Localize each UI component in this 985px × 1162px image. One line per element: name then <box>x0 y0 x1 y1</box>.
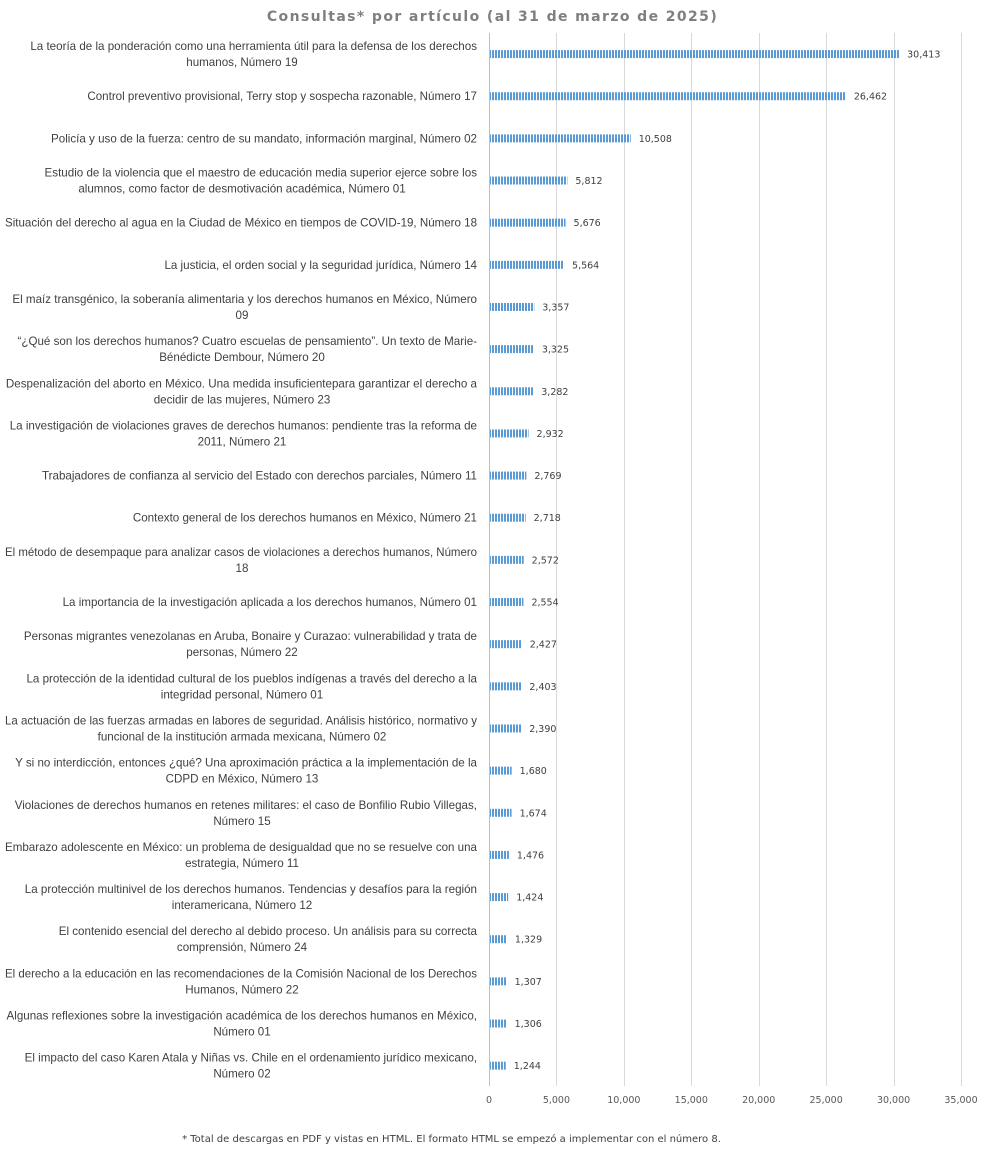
bar <box>490 682 521 690</box>
bar <box>490 345 534 353</box>
category-label: Y si no interdicción, entonces ¿qué? Una aproximación práctica a la implementación de la <box>15 756 477 770</box>
category-label: Personas migrantes venezolanas en Aruba, Bonaire y Curazao: vulnerabilidad y trata de <box>23 630 477 644</box>
data-label: 5,812 <box>575 176 603 188</box>
gridlines <box>557 33 962 1086</box>
category-label: 09 <box>235 308 249 322</box>
category-label: El maíz transgénico, la soberanía alimentaria y los derechos humanos en México, Número <box>12 292 477 306</box>
category-label: “¿Qué son los derechos humanos? Cuatro escuelas de pensamiento”. Un texto de Marie- <box>17 335 477 349</box>
data-label: 2,403 <box>529 681 557 693</box>
category-label: interamericana, Número 12 <box>171 899 313 913</box>
bar <box>490 809 512 817</box>
data-label: 2,572 <box>531 555 559 567</box>
category-label: Situación del derecho al agua en la Ciudad de México en tiempos de COVID-19, Número 18 <box>5 216 477 230</box>
data-label: 5,676 <box>573 218 601 230</box>
x-tick-label: 20,000 <box>742 1095 776 1106</box>
category-label: alumnos, como factor de desmotivación académica, Número 01 <box>78 182 406 196</box>
data-label: 1,424 <box>516 892 544 904</box>
bar <box>490 472 526 480</box>
category-label: Trabajadores de confianza al servicio del Estado con derechos parciales, Número 11 <box>41 469 477 483</box>
data-label: 1,476 <box>516 850 545 862</box>
bar <box>490 177 567 185</box>
category-label: personas, Número 22 <box>186 646 298 660</box>
category-label: La protección multinivel de los derechos humanos. Tendencias y desafíos para la región <box>24 883 477 897</box>
x-tick-label: 30,000 <box>876 1095 911 1106</box>
bar <box>490 1020 507 1028</box>
data-label: 3,325 <box>541 344 570 356</box>
category-label: 18 <box>235 561 249 575</box>
x-tick-label: 10,000 <box>607 1095 641 1106</box>
category-label: El impacto del caso Karen Atala y Niñas vs. Chile en el ordenamiento jurídico mexicano, <box>24 1051 477 1065</box>
category-label: Policía y uso de la fuerza: centro de su mandato, información marginal, Número 02 <box>51 132 477 146</box>
category-label: Embarazo adolescente en México: un problema de desigualdad que no se resuelve con una <box>5 840 478 854</box>
bar <box>490 1062 506 1070</box>
bar <box>490 261 564 269</box>
data-label: 2,427 <box>529 639 557 651</box>
x-tick-label: 0 <box>485 1095 493 1106</box>
data-label: 1,674 <box>519 808 547 820</box>
bar <box>490 134 631 142</box>
bar <box>490 935 507 943</box>
category-label: Número 15 <box>213 814 271 828</box>
chart-title: Consultas* por artículo (al 31 de marzo de 2025) <box>266 9 719 25</box>
bar <box>490 429 529 437</box>
data-label: 1,680 <box>519 766 547 778</box>
bar <box>490 893 508 901</box>
category-label: La importancia de la investigación aplicada a los derechos humanos, Número 01 <box>62 596 477 610</box>
x-axis-tick-labels <box>486 1095 978 1106</box>
category-label: El método de desempaque para analizar casos de violaciones a derechos humanos, Número <box>5 545 477 559</box>
category-label: funcional de la institución armada mexicana, Número 02 <box>97 730 387 744</box>
bar <box>490 640 522 648</box>
category-label: La investigación de violaciones graves de derechos humanos: pendiente tras la reforma de <box>9 419 477 433</box>
category-label: Bénédicte Dembour, Número 20 <box>159 351 325 365</box>
category-label: Estudio de la violencia que el maestro de educación media superior ejerce sobre los <box>44 166 477 180</box>
category-label: Algunas reflexiones sobre la investigación académica de los derechos humanos en México, <box>6 1009 477 1023</box>
category-label: La justicia, el orden social y la seguridad jurídica, Número 14 <box>164 258 477 272</box>
category-label: La actuación de las fuerzas armadas en labores de seguridad. Análisis histórico, normativo y <box>5 714 478 728</box>
data-label: 10,508 <box>638 133 672 145</box>
data-label: 1,329 <box>514 934 543 946</box>
data-label: 30,413 <box>907 49 941 61</box>
data-label: 3,282 <box>541 386 569 398</box>
category-label: El derecho a la educación en las recomendaciones de la Comisión Nacional de los Derechos <box>5 967 478 981</box>
bar <box>490 556 524 564</box>
data-label: 3,357 <box>542 302 570 314</box>
category-label: Control preventivo provisional, Terry stop y sospecha razonable, Número 17 <box>87 90 477 104</box>
category-label: Número 02 <box>213 1067 271 1081</box>
category-label: Humanos, Número 22 <box>185 983 299 997</box>
category-label: comprensión, Número 24 <box>176 941 308 955</box>
footnote: * Total de descargas en PDF y vistas en HTML. El formato HTML se empezó a implementar con el número 8. <box>182 1134 721 1145</box>
category-label: Número 01 <box>213 1025 271 1039</box>
bar <box>490 92 846 100</box>
category-label: Despenalización del aborto en México. Una medida insuficientepara garantizar el derecho a <box>5 377 477 391</box>
x-tick-label: 35,000 <box>944 1095 978 1106</box>
bar <box>490 50 899 58</box>
bar <box>490 851 509 859</box>
data-label: 1,307 <box>514 976 542 988</box>
category-labels <box>5 40 478 1081</box>
bar <box>490 724 521 732</box>
data-label: 2,554 <box>531 597 559 609</box>
x-tick-label: 25,000 <box>809 1095 843 1106</box>
category-label: La protección de la identidad cultural de los pueblos indígenas a través del derecho a la <box>26 672 477 686</box>
category-label: integridad personal, Número 01 <box>160 688 324 702</box>
bar <box>490 303 534 311</box>
bar <box>490 387 533 395</box>
bar <box>490 219 566 227</box>
bar <box>490 767 512 775</box>
x-tick-label: 5,000 <box>542 1095 571 1106</box>
category-label: Violaciones de derechos humanos en retenes militares: el caso de Bonfilio Rubio Villegas, <box>14 798 477 812</box>
bar <box>490 977 507 985</box>
data-label: 2,769 <box>534 471 562 483</box>
data-label: 26,462 <box>853 91 888 103</box>
category-label: La teoría de la ponderación como una herramienta útil para la defensa de los derechos <box>30 40 477 54</box>
data-labels <box>514 50 941 1073</box>
category-label: 2011, Número 21 <box>197 435 287 449</box>
category-label: humanos, Número 19 <box>186 56 298 70</box>
category-label: El contenido esencial del derecho al debido proceso. Un análisis para su correcta <box>58 925 477 939</box>
data-label: 1,244 <box>513 1061 541 1073</box>
data-label: 1,306 <box>514 1019 542 1031</box>
bar <box>490 598 523 606</box>
category-label: Contexto general de los derechos humanos en México, Número 21 <box>132 511 477 525</box>
data-label: 2,390 <box>529 723 557 735</box>
category-label: CDPD en México, Número 13 <box>165 772 319 786</box>
data-label: 5,564 <box>572 260 600 272</box>
bar <box>490 514 526 522</box>
data-label: 2,718 <box>533 513 561 525</box>
category-label: estrategia, Número 11 <box>185 856 299 870</box>
category-label: decidir de las mujeres, Número 23 <box>153 393 331 407</box>
x-tick-label: 15,000 <box>674 1095 708 1106</box>
data-label: 2,932 <box>536 428 564 440</box>
